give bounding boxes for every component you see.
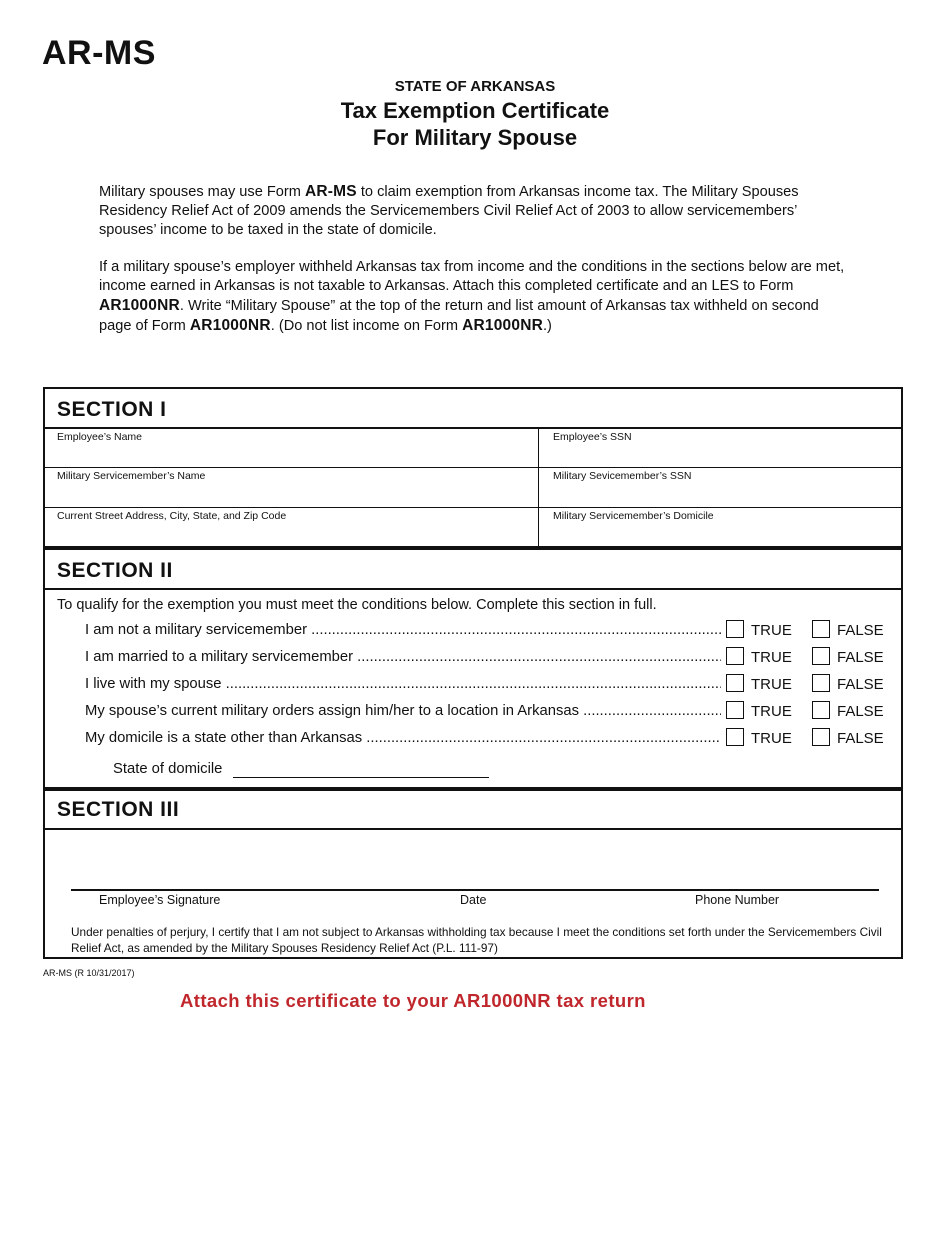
form-ref: AR1000NR xyxy=(99,297,180,314)
intro-text: . Write “Military Spouse” at the top of the return and list amount of Arkansas tax withheld on second page of Form xyxy=(99,298,819,334)
certificate-form xyxy=(43,387,903,959)
false-label: FALSE xyxy=(837,649,884,666)
true-checkbox[interactable] xyxy=(726,728,744,746)
form-ref: AR1000NR xyxy=(462,317,543,334)
divider xyxy=(45,588,901,590)
signature-label: Employee’s Signature xyxy=(99,893,221,907)
intro-text: Military spouses may use Form xyxy=(99,184,305,200)
question-row xyxy=(85,701,885,723)
address-field[interactable]: Current Street Address, City, State, and Zip Code xyxy=(57,510,287,522)
false-label: FALSE xyxy=(837,703,884,720)
divider xyxy=(45,467,901,468)
false-label: FALSE xyxy=(837,676,884,693)
intro-text: to claim exemption from Arkansas income tax. The Military Spouses Residency Relief Act of 2009 amends the Servicemembers Civil Relief Act of 2003 to allow servicemembers’ spouses’ income to be taxed in the state of domicile. xyxy=(99,184,799,238)
question-text: I live with my spouse ..... xyxy=(85,676,721,692)
attach-note: Attach this certificate to your AR1000NR tax return xyxy=(180,990,646,1011)
signature-line[interactable] xyxy=(71,889,879,891)
false-label: FALSE xyxy=(837,622,884,639)
false-checkbox[interactable] xyxy=(812,620,830,638)
intro-paragraph-2 xyxy=(99,258,855,336)
page-subtitle: For Military Spouse xyxy=(372,125,578,150)
intro-text: . (Do not list income on Form xyxy=(270,318,463,334)
true-checkbox[interactable] xyxy=(726,674,744,692)
section-divider xyxy=(45,787,901,791)
section-2-heading: SECTION II xyxy=(57,559,173,582)
domicile-label: State of domicile xyxy=(113,761,223,777)
question-text: My domicile is a state other than Arkansas ..... xyxy=(85,730,721,746)
form-code: AR-MS xyxy=(42,34,156,72)
true-checkbox[interactable] xyxy=(726,620,744,638)
form-ref: AR-MS xyxy=(305,183,357,200)
true-checkbox[interactable] xyxy=(726,647,744,665)
form-ref: AR1000NR xyxy=(189,317,271,334)
false-checkbox[interactable] xyxy=(812,674,830,692)
intro-paragraph-1 xyxy=(99,182,855,240)
divider xyxy=(45,828,901,830)
true-label: TRUE xyxy=(751,703,792,720)
employee-ssn-field[interactable]: Employee’s SSN xyxy=(553,431,632,443)
question-text: I am not a military servicemember ..... xyxy=(85,622,721,638)
intro-text: If a military spouse’s employer withheld Arkansas tax from income and the conditions in the sections below are met, income earned in Arkansas is not taxable to Arkansas. Attach this completed certificate and an LES to Form xyxy=(99,259,845,294)
member-ssn-field[interactable]: Military Sevicemember’s SSN xyxy=(553,470,692,482)
phone-label: Phone Number xyxy=(695,893,780,907)
false-checkbox[interactable] xyxy=(812,647,830,665)
divider xyxy=(45,427,901,429)
domicile-input-line[interactable] xyxy=(233,777,489,778)
employee-name-field[interactable]: Employee’s Name xyxy=(57,431,143,443)
section-1-heading: SECTION I xyxy=(57,398,167,421)
section-divider xyxy=(45,546,901,550)
false-label: FALSE xyxy=(837,730,884,747)
section-3-heading: SECTION III xyxy=(57,798,180,821)
true-checkbox[interactable] xyxy=(726,701,744,719)
revision-note: AR-MS (R 10/31/2017) xyxy=(43,968,135,978)
member-name-field[interactable]: Military Servicemember’s Name xyxy=(57,470,206,482)
question-row xyxy=(85,674,885,696)
page-title: Tax Exemption Certificate xyxy=(340,98,610,123)
question-row xyxy=(85,647,885,669)
date-label: Date xyxy=(460,893,487,907)
member-domicile-field[interactable]: Military Servicemember’s Domicile xyxy=(553,510,714,522)
true-label: TRUE xyxy=(751,622,792,639)
false-checkbox[interactable] xyxy=(812,728,830,746)
true-label: TRUE xyxy=(751,676,792,693)
question-text: I am married to a military servicemember ..... xyxy=(85,649,721,665)
state-heading: STATE OF ARKANSAS xyxy=(394,78,556,95)
perjury-statement: Under penalties of perjury, I certify that I am not subject to Arkansas withholding tax because I meet the conditions set forth under the Servicemembers Civil Relief Act, as amended by the Military Spouses Residency Relief Act (P.L. 111-97) xyxy=(71,925,882,955)
divider xyxy=(45,507,901,508)
question-row xyxy=(85,620,885,642)
intro-text: .) xyxy=(542,318,552,334)
question-row xyxy=(85,728,885,750)
question-text: My spouse’s current military orders assign him/her to a location in Arkansas ..... xyxy=(85,703,721,719)
qualification-instructions: To qualify for the exemption you must meet the conditions below. Complete this section in full. xyxy=(57,597,657,613)
true-label: TRUE xyxy=(751,730,792,747)
false-checkbox[interactable] xyxy=(812,701,830,719)
true-label: TRUE xyxy=(751,649,792,666)
divider xyxy=(538,428,539,546)
